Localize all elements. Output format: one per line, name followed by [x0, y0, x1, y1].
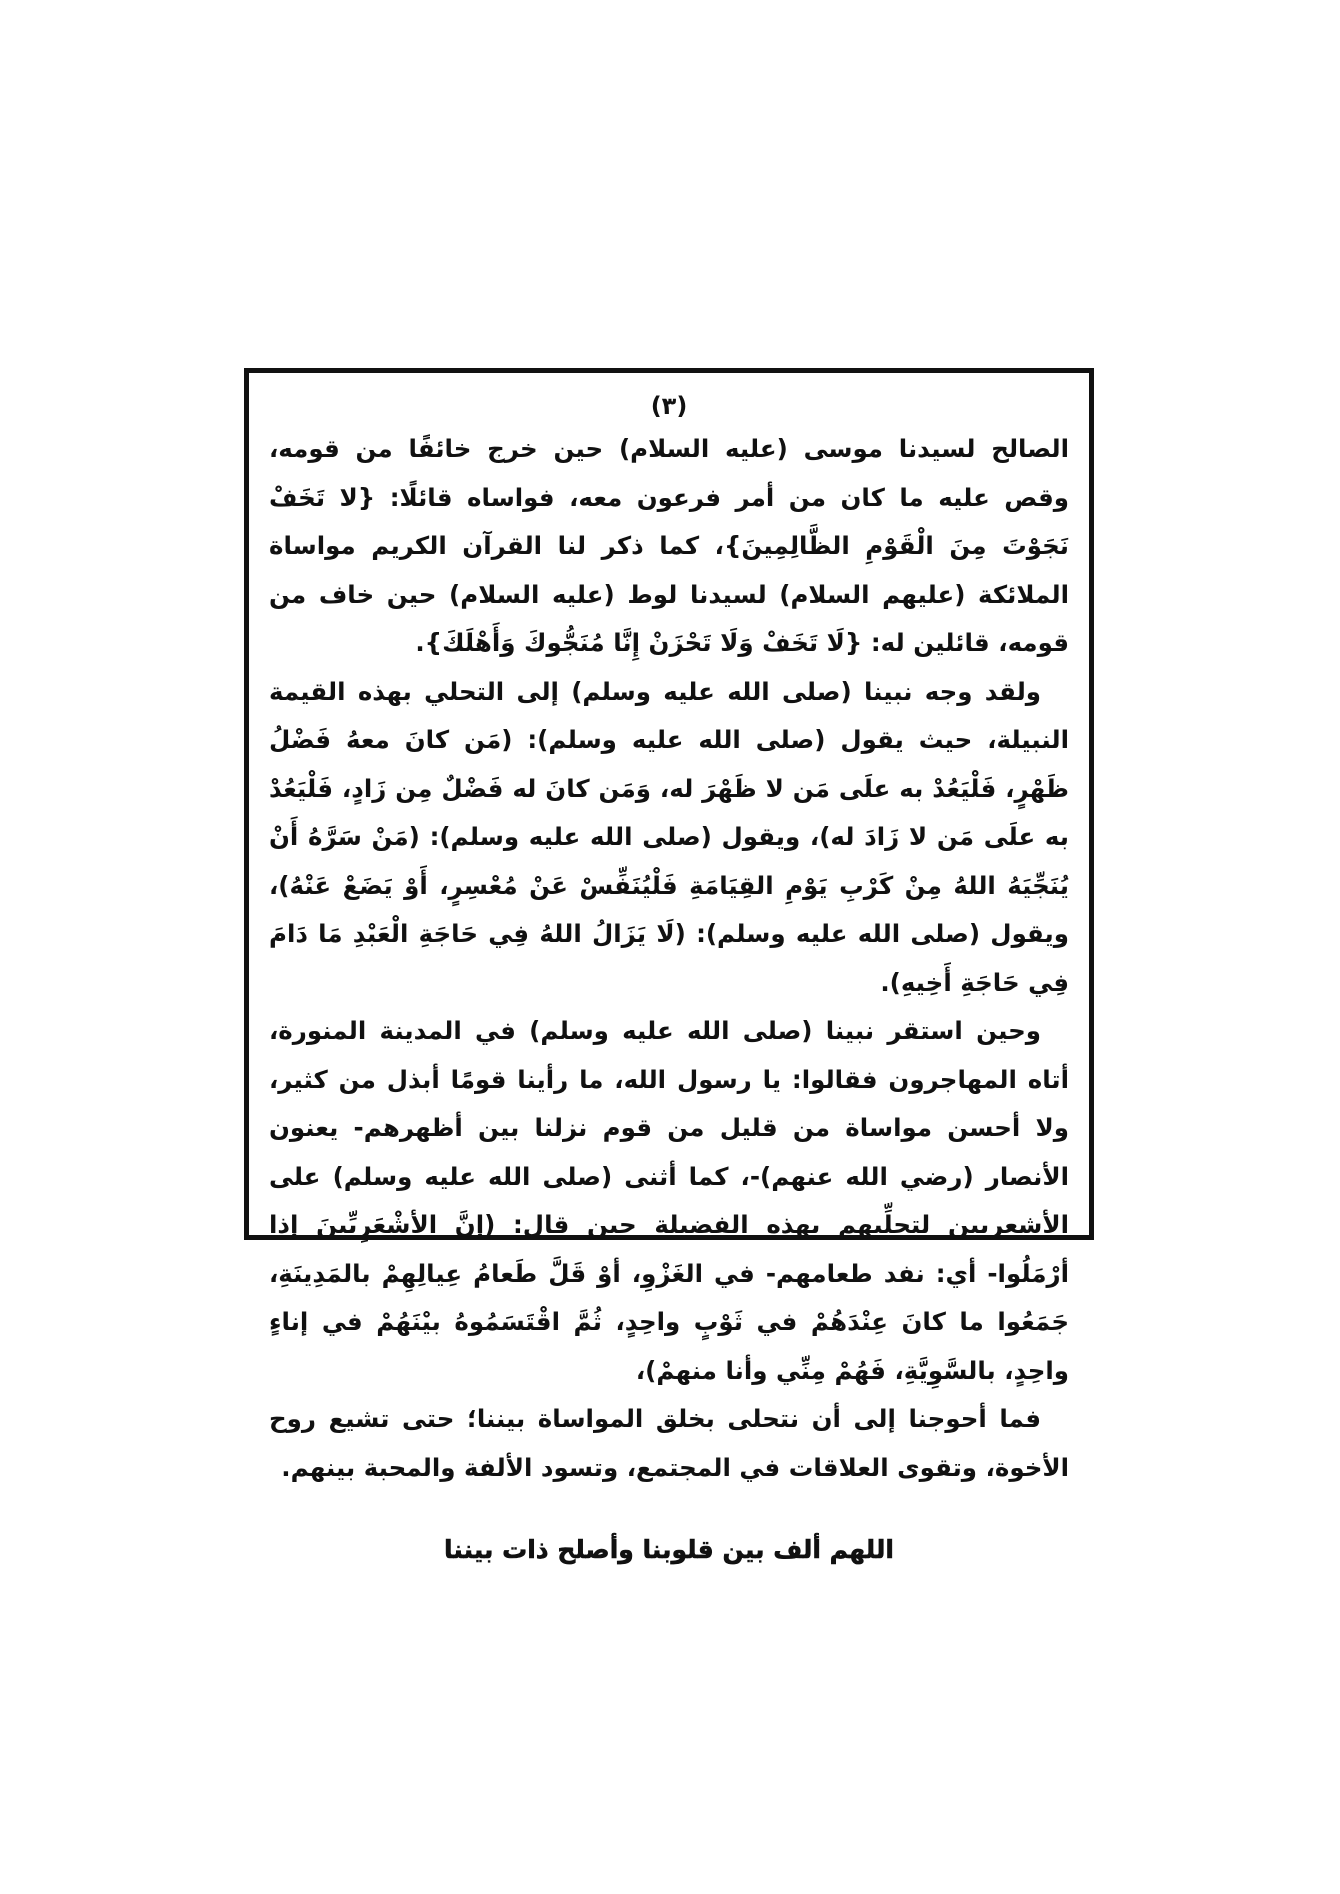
paragraph-moses-lot: الصالح لسيدنا موسى (عليه السلام) حين خرج خائفًا من قومه، وقص عليه ما كان من أمر فرعون معه، فواساه قائلًا: {لا تَخَفْ نَجَوْتَ مِنَ الْقَوْمِ الظَّالِمِينَ}، كما ذكر لنا القرآن الكريم مواساة الملائكة (عليهم السلام) لسيدنا لوط (عليه السلام) حين خاف من قومه، قائلين له: {لَا تَخَفْ وَلَا تَحْزَنْ إِنَّا مُنَجُّوكَ وَأَهْلَكَ}.: [269, 434, 1069, 657]
paragraph-conclusion: فما أحوجنا إلى أن نتحلى بخلق المواساة بيننا؛ حتى تشيع روح الأخوة، وتقوى العلاقات في المجتمع، وتسود الألفة والمحبة بينهم.: [269, 1404, 1069, 1482]
page-number: (٣): [650, 392, 688, 420]
page-frame: [244, 368, 1094, 1564]
paragraph-prophet-guidance: ولقد وجه نبينا (صلى الله عليه وسلم) إلى التحلي بهذه القيمة النبيلة، حيث يقول (صلى الله عليه وسلم): (مَن كانَ معهُ فَضْلُ ظَهْرٍ، فَلْيَعُدْ به علَى مَن لا ظَهْرَ له، وَمَن كانَ له فَضْلٌ مِن زَادٍ، فَلْيَعُدْ به علَى مَن لا زَادَ له)، ويقول (صلى الله عليه وسلم): (مَنْ سَرَّهُ أَنْ يُنَجِّيَهُ اللهُ مِنْ كَرْبِ يَوْمِ القِيَامَةِ فَلْيُنَفِّسْ عَنْ مُعْسِرٍ، أَوْ يَضَعْ عَنْهُ)، ويقول (صلى الله عليه وسلم): (لَا يَزَالُ اللهُ فِي حَاجَةِ الْعَبْدِ مَا دَامَ فِي حَاجَةِ أَخِيهِ).: [269, 676, 1069, 997]
paragraph-medina-ashariyyin: وحين استقر نبينا (صلى الله عليه وسلم) في المدينة المنورة، أتاه المهاجرون فقالوا: يا رسول الله، ما رأينا قومًا أبذل من كثير، ولا أحسن مواساة من قليل من قوم نزلنا بين أظهرهم- يعنون الأنصار (رضي الله عنهم)-، كما أثنى (صلى الله عليه وسلم) على الأشعريين لتحلِّيهم بهذه الفضيلة حين قال: (إنَّ الأشْعَرِيِّينَ إذا أرْمَلُوا- أي: نفد طعامهم- في الغَزْوِ، أوْ قَلَّ طَعامُ عِيالِهِمْ بالمَدِينَةِ، جَمَعُوا ما كانَ عِنْدَهُمْ في ثَوْبٍ واحِدٍ، ثُمَّ اقْتَسَمُوهُ بيْنَهُمْ في إناءٍ واحِدٍ، بالسَّوِيَّةِ، فَهُمْ مِنِّي وأنا منهمْ)،: [269, 1016, 1069, 1385]
closing-supplication: اللهم ألف بين قلوبنا وأصلح ذات بيننا: [444, 1535, 894, 1564]
